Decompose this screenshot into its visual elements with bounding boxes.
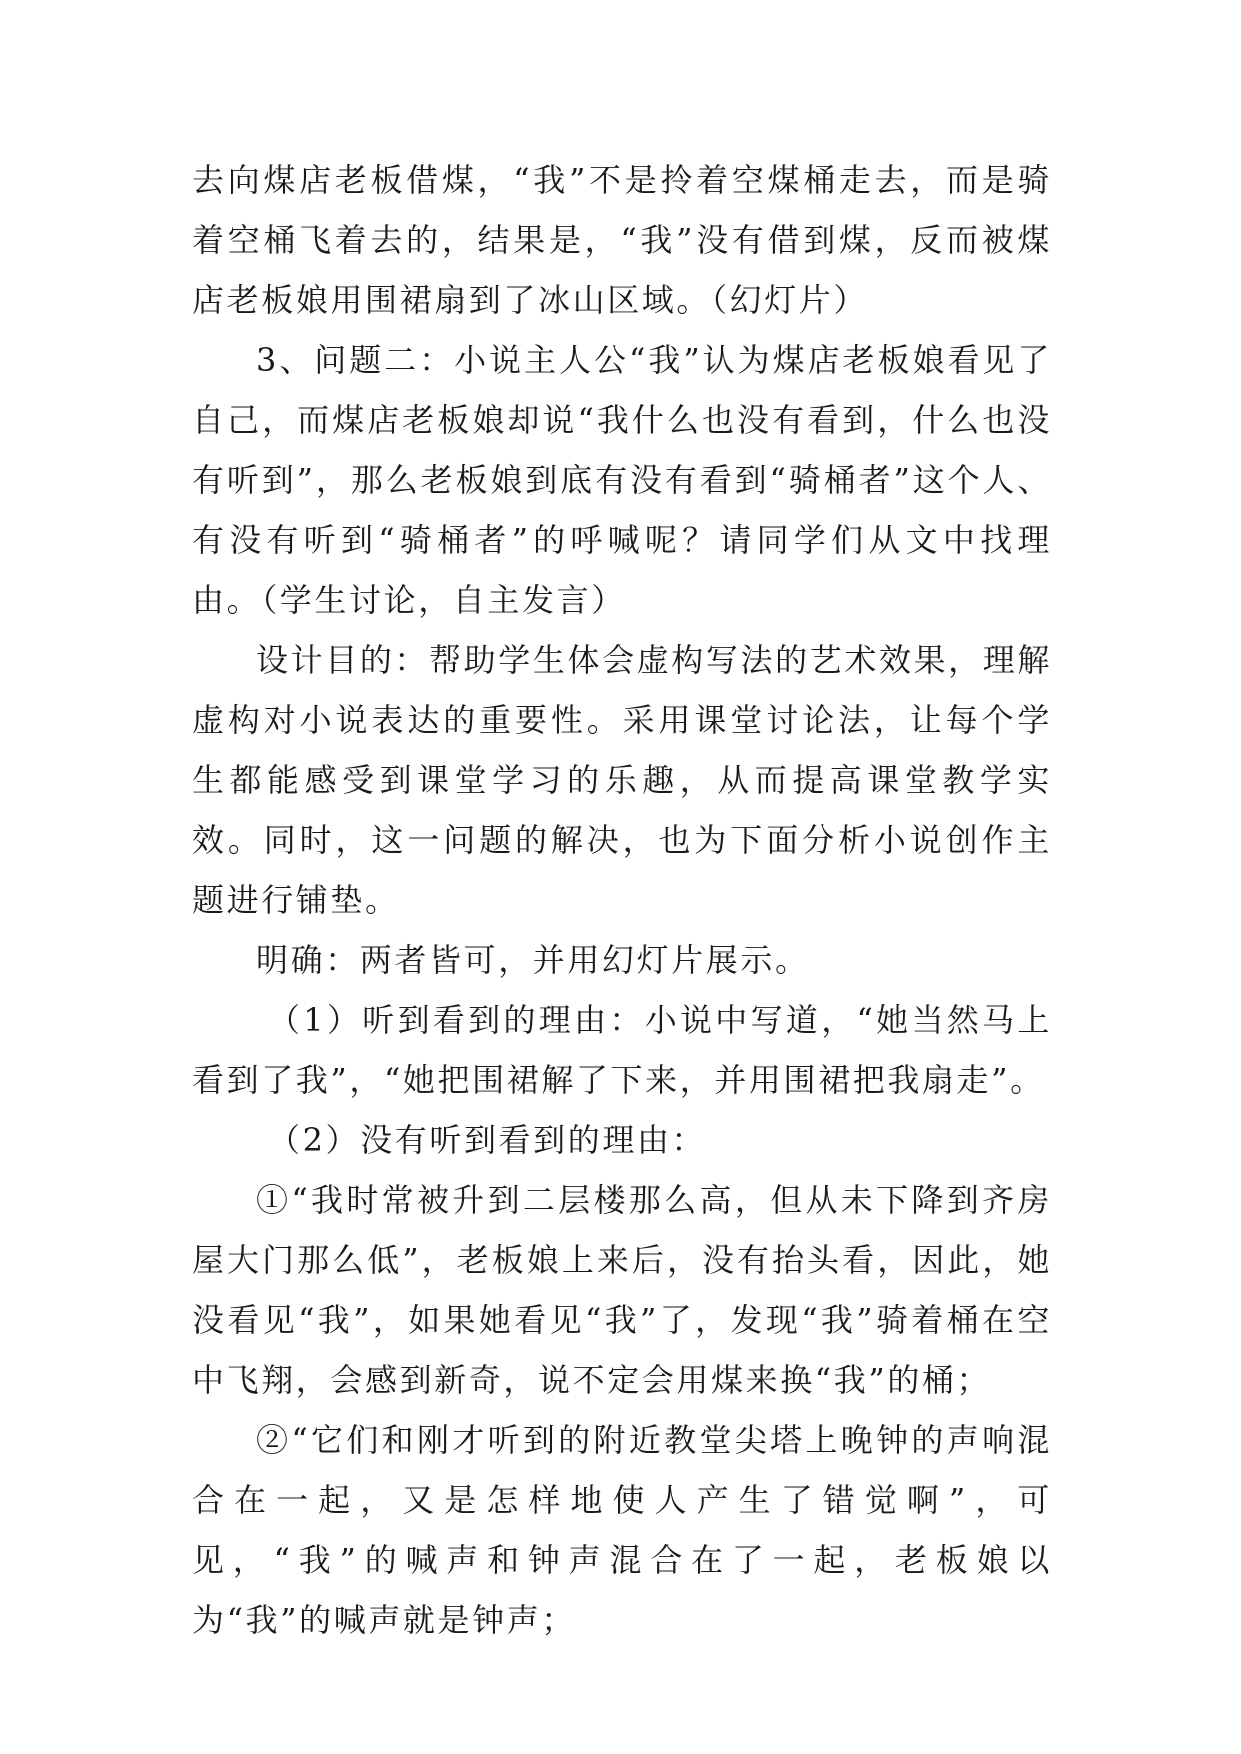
paragraph-reason-one: ①“我时常被升到二层楼那么高，但从未下降到齐房屋大门那么低”，老板娘上来后，没有抬头看，因此，她没看见“我”，如果她看见“我”了，发现“我”骑着桶在空中飞翔，会感到新奇，说不定会用煤来换“我”的桶； (192, 1181, 1052, 1399)
paragraph-design-purpose: 设计目的：帮助学生体会虚构写法的艺术效果，理解虚构对小说表达的重要性。采用课堂讨论法，让每个学生都能感受到课堂学习的乐趣，从而提高课堂教学实效。同时，这一问题的解决，也为下面分析小说创作主题进行铺垫。 (192, 641, 1052, 919)
paragraph-question-two: 3、问题二：小说主人公“我”认为煤店老板娘看见了自己，而煤店老板娘却说“我什么也没有看到，什么也没有听到”，那么老板娘到底有没有看到“骑桶者”这个人、有没有听到“骑桶者”的呼喊呢？请同学们从文中找理由。（学生讨论，自主发言） (192, 341, 1052, 619)
paragraph-reason-not-heard-seen: （2）没有听到看到的理由： (268, 1121, 707, 1159)
paragraph-clarification: 明确：两者皆可，并用幻灯片展示。 (256, 941, 810, 979)
paragraph-continuation: 去向煤店老板借煤，“我”不是拎着空煤桶走去，而是骑着空桶飞着去的，结果是，“我”没有借到煤，反而被煤店老板娘用围裙扇到了冰山区域。（幻灯片） (192, 161, 1052, 319)
document-page (192, 150, 1052, 1650)
paragraph-reason-heard-seen: （1）听到看到的理由：小说中写道，“她当然马上看到了我”，“她把围裙解了下来，并用围裙把我扇走”。 (192, 1001, 1052, 1099)
paragraph-reason-two: ②“它们和刚才听到的附近教堂尖塔上晚钟的声响混合在一起，又是怎样地使人产生了错觉啊”，可见，“我”的喊声和钟声混合在了一起，老板娘以为“我”的喊声就是钟声； (192, 1421, 1052, 1639)
